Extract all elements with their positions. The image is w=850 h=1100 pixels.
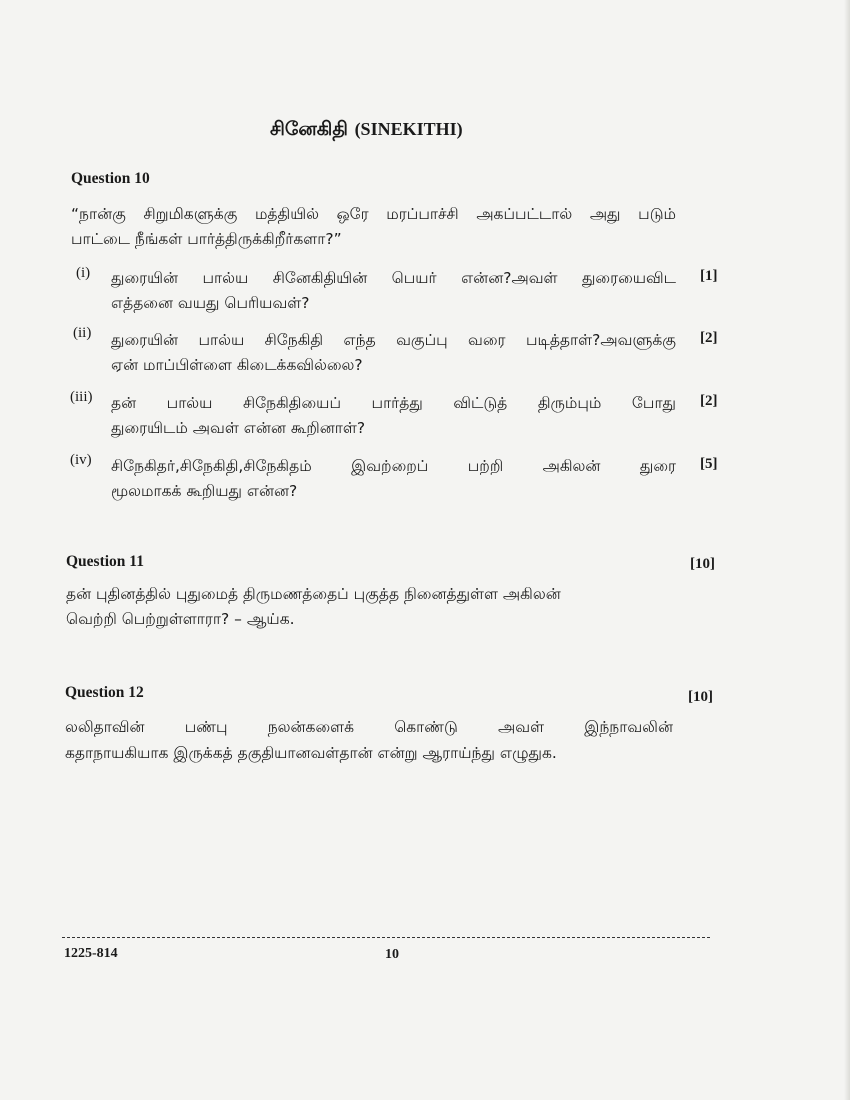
subpart-iii-line-1: தன் பால்ய சிநேகிதியைப் பார்த்து விட்டுத் திரும்பும் போது xyxy=(111,394,676,412)
subpart-i-number: (i) xyxy=(76,265,91,281)
question-12-passage-line-1: லலிதாவின் பண்பு நலன்களைக் கொண்டு அவள் இந்நாவலின் xyxy=(65,718,673,736)
subpart-iv-line-1: சிநேகிதர்,சிநேகிதி,சிநேகிதம் இவற்றைப் பற்றி அகிலன் துரை xyxy=(111,457,676,475)
subpart-iv-line-2: மூலமாகக் கூறியது என்ன? xyxy=(111,482,298,500)
title-tamil: சினேகிதி xyxy=(270,118,348,140)
subpart-ii-line-2: ஏன் மாப்பிள்ளை கிடைக்கவில்லை? xyxy=(111,356,363,374)
subpart-ii-number: (ii) xyxy=(73,325,92,341)
question-12-passage-line-2: கதாநாயகியாக இருக்கத் தகுதியானவள்தான் என்று ஆராய்ந்து எழுதுக. xyxy=(65,744,557,762)
footer-page-number: 10 xyxy=(385,947,399,962)
page-title xyxy=(270,118,463,143)
subpart-iv-marks: [5] xyxy=(700,456,718,472)
question-12-heading: Question 12 xyxy=(65,684,144,701)
subpart-iv-number: (iv) xyxy=(70,452,92,468)
title-latin: (SINEKITHI) xyxy=(354,119,463,139)
subpart-ii-line-1: துரையின் பால்ய சிநேகிதி எந்த வகுப்பு வரை படித்தாள்?அவளுக்கு xyxy=(111,331,676,349)
question-11-passage-line-2: வெற்றி பெற்றுள்ளாரா? – ஆய்க. xyxy=(66,610,295,628)
subpart-iii-number: (iii) xyxy=(70,389,93,405)
question-10-passage-line-1: “நான்கு சிறுமிகளுக்கு மத்தியில் ஒரே மரப்பாச்சி அகப்பட்டால் அது படும் xyxy=(71,205,676,223)
subpart-ii-marks: [2] xyxy=(700,330,718,346)
question-10-passage-line-2: பாட்டை நீங்கள் பார்த்திருக்கிறீர்களா?” xyxy=(71,230,342,248)
subpart-iii-marks: [2] xyxy=(700,393,718,409)
footer-divider xyxy=(62,937,710,938)
subpart-i-marks: [1] xyxy=(700,268,718,284)
question-10-heading: Question 10 xyxy=(71,170,150,187)
question-11-marks: [10] xyxy=(690,556,715,572)
question-11-heading: Question 11 xyxy=(66,553,144,570)
question-12-marks: [10] xyxy=(688,689,713,705)
subpart-i-line-1: துரையின் பால்ய சினேகிதியின் பெயர் என்ன?அவள் துரையைவிட xyxy=(111,269,676,287)
subpart-i-line-2: எத்தனை வயது பெரியவள்? xyxy=(111,294,310,312)
subpart-iii-line-2: துரையிடம் அவள் என்ன கூறினாள்? xyxy=(111,419,366,437)
question-11-passage-line-1: தன் புதினத்தில் புதுமைத் திருமணத்தைப் புகுத்த நினைத்துள்ள அகிலன் xyxy=(66,585,561,603)
page-edge-shadow xyxy=(844,0,850,1100)
footer-paper-code: 1225-814 xyxy=(64,946,118,961)
